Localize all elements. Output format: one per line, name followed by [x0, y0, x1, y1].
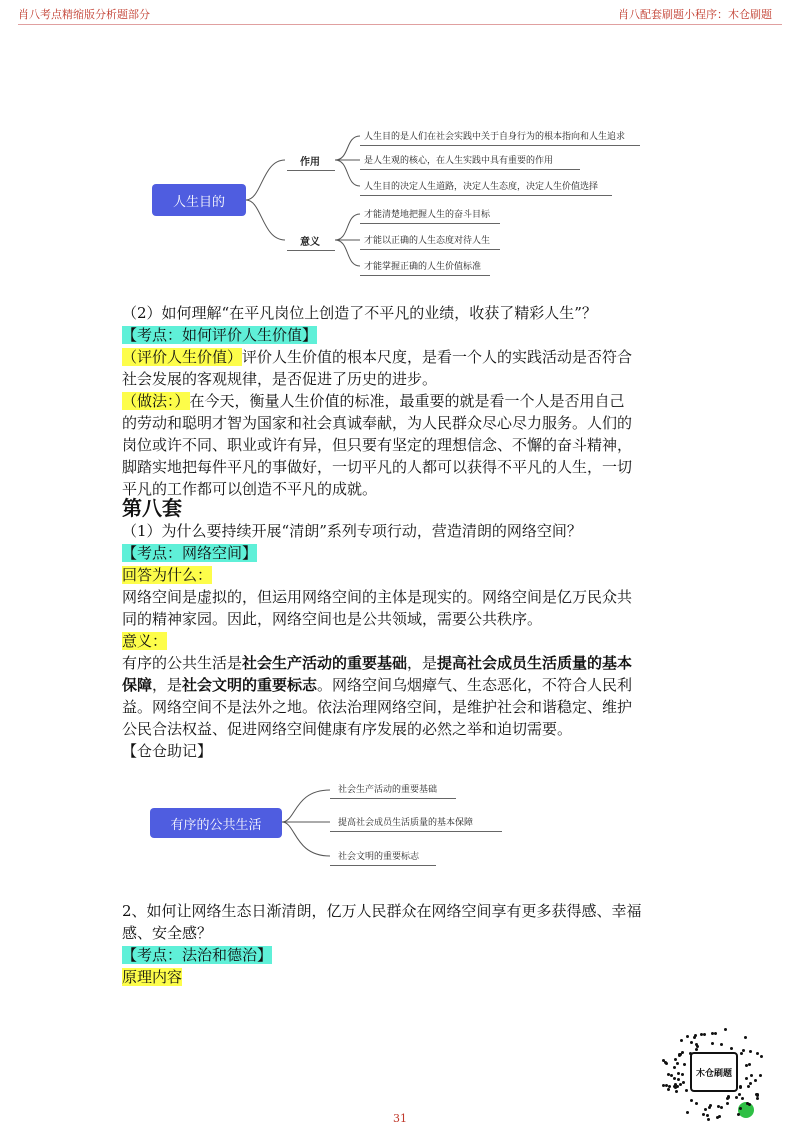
- qr-dot: [682, 1081, 685, 1084]
- paragraph-text: 社会发展的客观规律，是否促进了历史的进步。: [122, 370, 438, 388]
- leaf-underline: [330, 865, 436, 866]
- qr-code[interactable]: [656, 1022, 768, 1122]
- qr-dot: [676, 1062, 679, 1065]
- paragraph-text: 益。网络空间不是法外之地。依法治理网络空间，是维护社会和谐稳定、维护: [122, 698, 633, 716]
- principle-label: 原理内容: [122, 968, 183, 986]
- bold-run: 社会生产活动的重要基础: [242, 654, 408, 672]
- question-1: （1）为什么要持续开展“清朗”系列专项行动，营造清朗的网络空间？: [122, 522, 582, 540]
- qr-dot: [726, 1102, 729, 1105]
- mindmap-leaf: 才能掌握正确的人生价值标准: [364, 262, 482, 272]
- qr-dot: [739, 1086, 742, 1089]
- qr-dot: [748, 1103, 751, 1106]
- text-run: 。网络空间乌烟瘴气、生态恶化，不符合人民利: [317, 676, 633, 694]
- qr-dot: [756, 1097, 759, 1100]
- leaf-underline: [330, 831, 502, 832]
- qr-dot: [695, 1102, 698, 1105]
- header-right: 肖八配套刷题小程序：木仓刷题: [618, 8, 772, 21]
- mindmap-branch-meaning: 意义: [300, 237, 320, 248]
- bold-run: 提高社会成员生活质量的基本: [437, 654, 633, 672]
- question-2-line: 2、如何让网络生态日渐清朗，亿万人民群众在网络空间享有更多获得感、幸福: [122, 902, 642, 920]
- qr-dot: [704, 1108, 707, 1111]
- memo-label: 【仓仓助记】: [122, 742, 213, 760]
- qr-dot: [680, 1039, 683, 1042]
- qr-dot: [694, 1034, 697, 1037]
- qr-dot: [735, 1096, 738, 1099]
- text-run: ，是: [407, 654, 438, 672]
- qr-dot: [690, 1041, 693, 1044]
- qr-dot: [673, 1077, 676, 1080]
- qr-dot: [673, 1066, 676, 1069]
- qr-dot: [742, 1049, 745, 1052]
- qr-logo: [690, 1052, 738, 1092]
- qr-dot: [668, 1085, 671, 1088]
- qr-dot: [738, 1093, 741, 1096]
- qr-dot: [730, 1047, 733, 1050]
- qr-dot: [756, 1093, 759, 1096]
- qr-dot: [674, 1058, 677, 1061]
- qr-dot: [683, 1063, 686, 1066]
- qr-dot: [676, 1085, 679, 1088]
- qr-dot: [749, 1050, 752, 1053]
- paragraph-text: 的劳动和聪明才智为国家和社会真诚奉献，为人民群众尽心尽力服务。人们的: [122, 414, 633, 432]
- qr-dot: [681, 1073, 684, 1076]
- bold-run: 社会文明的重要标志: [182, 676, 318, 694]
- qr-dot: [711, 1032, 714, 1035]
- paragraph-text: 同的精神家园。因此，网络空间也是公共领域，需要公共秩序。: [122, 610, 543, 628]
- paragraph-text: 脚踏实地把每件平凡的事做好，一切平凡的人都可以获得不平凡的人生，一切: [122, 458, 633, 476]
- paragraph-text: 平凡的工作都可以创造不平凡的成就。: [122, 480, 378, 498]
- paragraph-text: 公民合法权益、促进网络空间健康有序发展的必然之举和迫切需要。: [122, 720, 573, 738]
- qr-dot: [686, 1035, 689, 1038]
- qr-dot: [748, 1063, 751, 1066]
- qr-dot: [759, 1074, 762, 1077]
- paragraph-text: 评价人生价值的根本尺度，是看一个人的实践活动是否符合: [242, 348, 633, 366]
- qr-dot: [677, 1078, 680, 1081]
- qr-dot: [754, 1079, 757, 1082]
- kaodian-highlight: 【考点：法治和德治】: [122, 946, 273, 964]
- qr-dot: [747, 1085, 750, 1088]
- method-label: （做法：）: [122, 392, 190, 410]
- mindmap-root-public-life: 有序的公共生活: [150, 808, 282, 838]
- leaf-underline: [330, 798, 456, 799]
- question-2-line: 感、安全感？: [122, 924, 213, 942]
- bold-run: 保障: [122, 676, 153, 694]
- qr-dot: [724, 1028, 727, 1031]
- qr-dot: [685, 1089, 688, 1092]
- paragraph-text: 岗位或许不同、职业或许有异，但只要有坚定的理想信念、不懈的奋斗精神，: [122, 436, 633, 454]
- meaning-label: 意义：: [122, 632, 168, 650]
- paragraph-text: 网络空间是虚拟的，但运用网络空间的主体是现实的。网络空间是亿万民众共: [122, 588, 633, 606]
- why-label: 回答为什么：: [122, 566, 213, 584]
- page-number: 31: [393, 1112, 407, 1125]
- qr-dot: [711, 1042, 714, 1045]
- mindmap-leaf: 人生目的决定人生道路，决定人生态度，决定人生价值选择: [364, 182, 599, 192]
- qr-dot: [720, 1043, 723, 1046]
- question-2: （2）如何理解“在平凡岗位上创造了不平凡的业绩，收获了精彩人生”？: [122, 304, 597, 322]
- mindmap-branch-function: 作用: [300, 157, 320, 168]
- qr-dot: [667, 1073, 670, 1076]
- mindmap-leaf: 提高社会成员生活质量的基本保障: [338, 818, 474, 828]
- text-run: 有序的公共生活是: [122, 654, 243, 672]
- qr-dot: [690, 1099, 693, 1102]
- kaodian-highlight: 【考点：网络空间】: [122, 544, 258, 562]
- qr-dot: [667, 1088, 670, 1091]
- qr-dot: [708, 1106, 711, 1109]
- qr-dot: [681, 1051, 684, 1054]
- qr-dot: [740, 1052, 743, 1055]
- qr-dot: [741, 1097, 744, 1100]
- mindmap-leaf: 才能以正确的人生态度对待人生: [364, 236, 491, 246]
- qr-brand-text: 木仓刷题: [695, 1068, 732, 1079]
- qr-dot: [745, 1077, 748, 1080]
- mindmap-leaf: 是人生观的核心，在人生实践中具有重要的作用: [364, 156, 554, 166]
- evaluate-label: （评价人生价值）: [122, 348, 243, 366]
- qr-dot: [739, 1107, 742, 1110]
- qr-dot: [750, 1074, 753, 1077]
- qr-dot: [720, 1106, 723, 1109]
- section-title: 第八套: [122, 496, 182, 520]
- mindmap-leaf: 才能清楚地把握人生的奋斗目标: [364, 210, 491, 220]
- qr-dot: [678, 1053, 681, 1056]
- mindmap-leaf: 社会文明的重要标志: [338, 852, 420, 862]
- qr-dot: [677, 1072, 680, 1075]
- mindmap-root-life-goal: 人生目的: [152, 184, 246, 216]
- text-run: ，是: [152, 676, 183, 694]
- paragraph-text: 在今天，衡量人生价值的标准，最重要的就是看一个人是否用自己: [189, 392, 625, 410]
- qr-dot: [675, 1090, 678, 1093]
- mindmap-leaf: 人生目的是人们在社会实践中关于自身行为的根本指向和人生追求: [364, 132, 626, 142]
- mindmap-leaf: 社会生产活动的重要基础: [338, 785, 438, 795]
- qr-dot: [703, 1033, 706, 1036]
- kaodian-highlight: 【考点：如何评价人生价值】: [122, 326, 318, 344]
- qr-dot: [714, 1032, 717, 1035]
- qr-dot: [756, 1052, 759, 1055]
- qr-dot: [760, 1055, 763, 1058]
- header-left: 肖八考点精缩版分析题部分: [18, 8, 150, 21]
- qr-dot: [717, 1105, 720, 1108]
- qr-dot: [695, 1048, 698, 1051]
- qr-dot: [744, 1036, 747, 1039]
